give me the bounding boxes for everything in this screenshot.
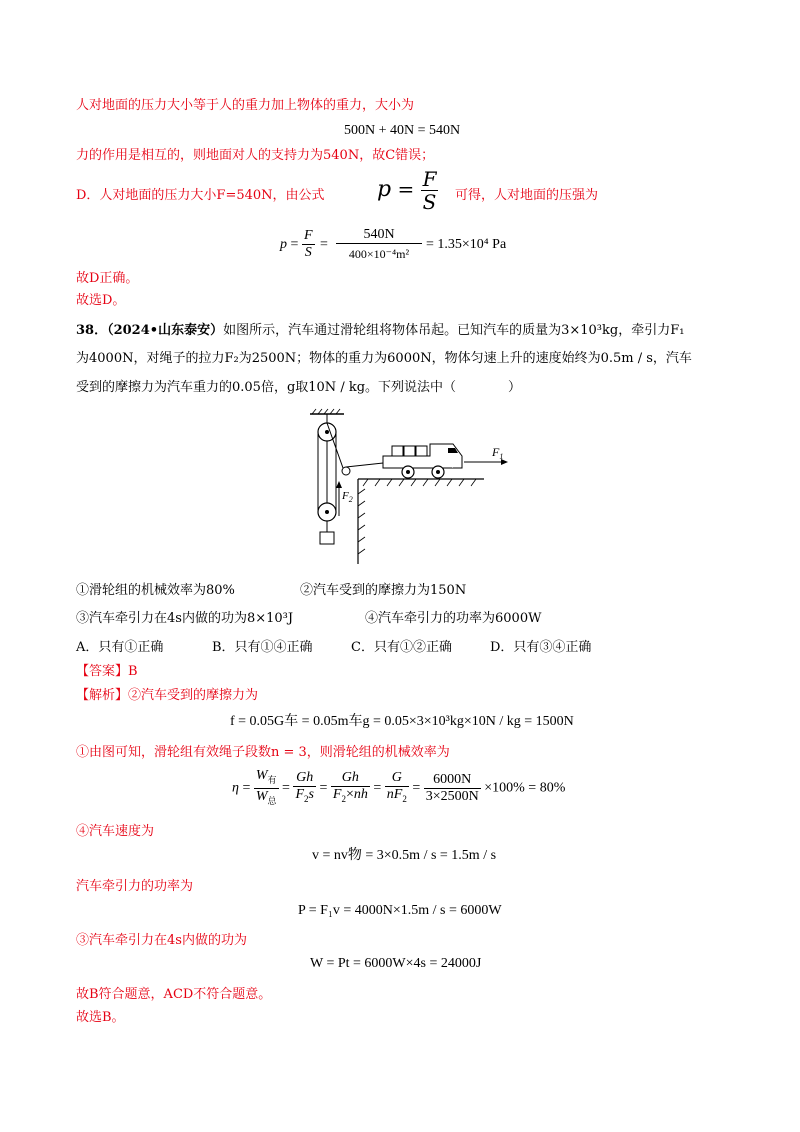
analysis-final: 故选B。 bbox=[76, 1010, 125, 1025]
equation-pressure: $\frac{F}{S}$ bbox=[304, 228, 313, 260]
equation-pressure-den: 400×10⁻⁴m² bbox=[348, 247, 410, 261]
truck-icon bbox=[383, 444, 462, 478]
answer-value: B bbox=[128, 664, 138, 679]
analysis-efficiency-text: ①由图可知，滑轮组有效绳子段数n = 3，则滑轮组的机械效率为 bbox=[76, 745, 450, 760]
equation-power: P = F₁v = 4000N×1.5m / s = 6000W bbox=[298, 903, 502, 918]
analysis-work-text: ③汽车牵引力在4s内做的功为 bbox=[76, 933, 247, 948]
analysis-speed-text: ④汽车速度为 bbox=[76, 824, 155, 839]
statement-1: ①滑轮组的机械效率为80% bbox=[76, 583, 235, 598]
equation-total-pressure: 500N + 40N = 540N bbox=[344, 123, 461, 138]
question-stem-line1 bbox=[76, 322, 684, 340]
analysis-friction-text: ②汽车受到的摩擦力为 bbox=[128, 688, 259, 703]
solution-text-3a: D．人对地面的压力大小F=540N，由公式 bbox=[76, 188, 325, 203]
statement-2: ②汽车受到的摩擦力为150N bbox=[300, 583, 467, 598]
solution-text-5: 故选D。 bbox=[76, 293, 126, 308]
analysis-power-text: 汽车牵引力的功率为 bbox=[76, 879, 194, 894]
f1-label: $F_1$ bbox=[492, 445, 504, 461]
equation-friction: f = 0.05G车 = 0.05m车g = 0.05×3×10³kg×10N / kg = 1500N bbox=[230, 714, 574, 729]
equation-pressure-lhs: p = bbox=[280, 237, 299, 252]
option-a: A．只有①正确 bbox=[76, 640, 164, 655]
equation-efficiency: η = $\frac{W_有}{W_总}$ = $\frac{Gh}{F_2s}$ = $\frac{Gh}{F_2\times nh}$ = $\frac{G}{nF_2}$ = $\frac{6000N}{3\times 2500N}$ ×100% = 80% bbox=[232, 768, 566, 806]
analysis-label: 【解析】 bbox=[76, 688, 129, 703]
f2-label: $F_2$ bbox=[342, 490, 353, 504]
analysis-conclusion: 故B符合题意，ACD不符合题意。 bbox=[76, 987, 272, 1002]
solution-text-2: 力的作用是相互的，则地面对人的支持力为540N，故C错误； bbox=[76, 148, 435, 163]
solution-text-1: 人对地面的压力大小等于人的重力加上物体的重力，大小为 bbox=[76, 98, 415, 113]
question-stem-line2: 为4000N，对绳子的拉力F₂为2500N；物体的重力为6000N，物体匀速上升的速度始终为0.5m / s，汽车 bbox=[76, 351, 692, 366]
answer-label: 【答案】 bbox=[76, 664, 129, 679]
equation-speed: v = nv物 = 3×0.5m / s = 1.5m / s bbox=[312, 848, 497, 863]
question-source: （2024•山东泰安） bbox=[107, 323, 224, 338]
answer-line bbox=[76, 663, 138, 681]
equation-pressure-num: 540N bbox=[363, 227, 395, 242]
fraction-bar bbox=[336, 243, 422, 244]
pressure-formula: p = $\frac{F}{S}$ bbox=[377, 167, 437, 214]
statement-3: ③汽车牵引力在4s内做的功为8×10³J bbox=[76, 611, 294, 626]
question-number: 38． bbox=[76, 323, 108, 338]
pulley-car-figure bbox=[288, 404, 518, 574]
solution-text-4: 故D正确。 bbox=[76, 271, 139, 286]
question-stem-line3: 受到的摩擦力为汽车重力的0.05倍，g取10N / kg。下列说法中（ ） bbox=[76, 380, 522, 395]
question-text-1: 如图所示，汽车通过滑轮组将物体吊起。已知汽车的质量为3×10³kg，牵引力F₁ bbox=[223, 323, 685, 338]
equation-work: W = Pt = 6000W×4s = 24000J bbox=[310, 956, 482, 971]
option-c: C．只有①②正确 bbox=[351, 640, 452, 655]
equation-pressure-rhs: = 1.35×10⁴ Pa bbox=[426, 237, 507, 252]
option-d: D．只有③④正确 bbox=[490, 640, 592, 655]
option-b: B．只有①④正确 bbox=[212, 640, 313, 655]
analysis-line bbox=[76, 687, 258, 705]
statement-4: ④汽车牵引力的功率为6000W bbox=[365, 611, 542, 626]
solution-text-3b: 可得，人对地面的压强为 bbox=[455, 188, 599, 203]
